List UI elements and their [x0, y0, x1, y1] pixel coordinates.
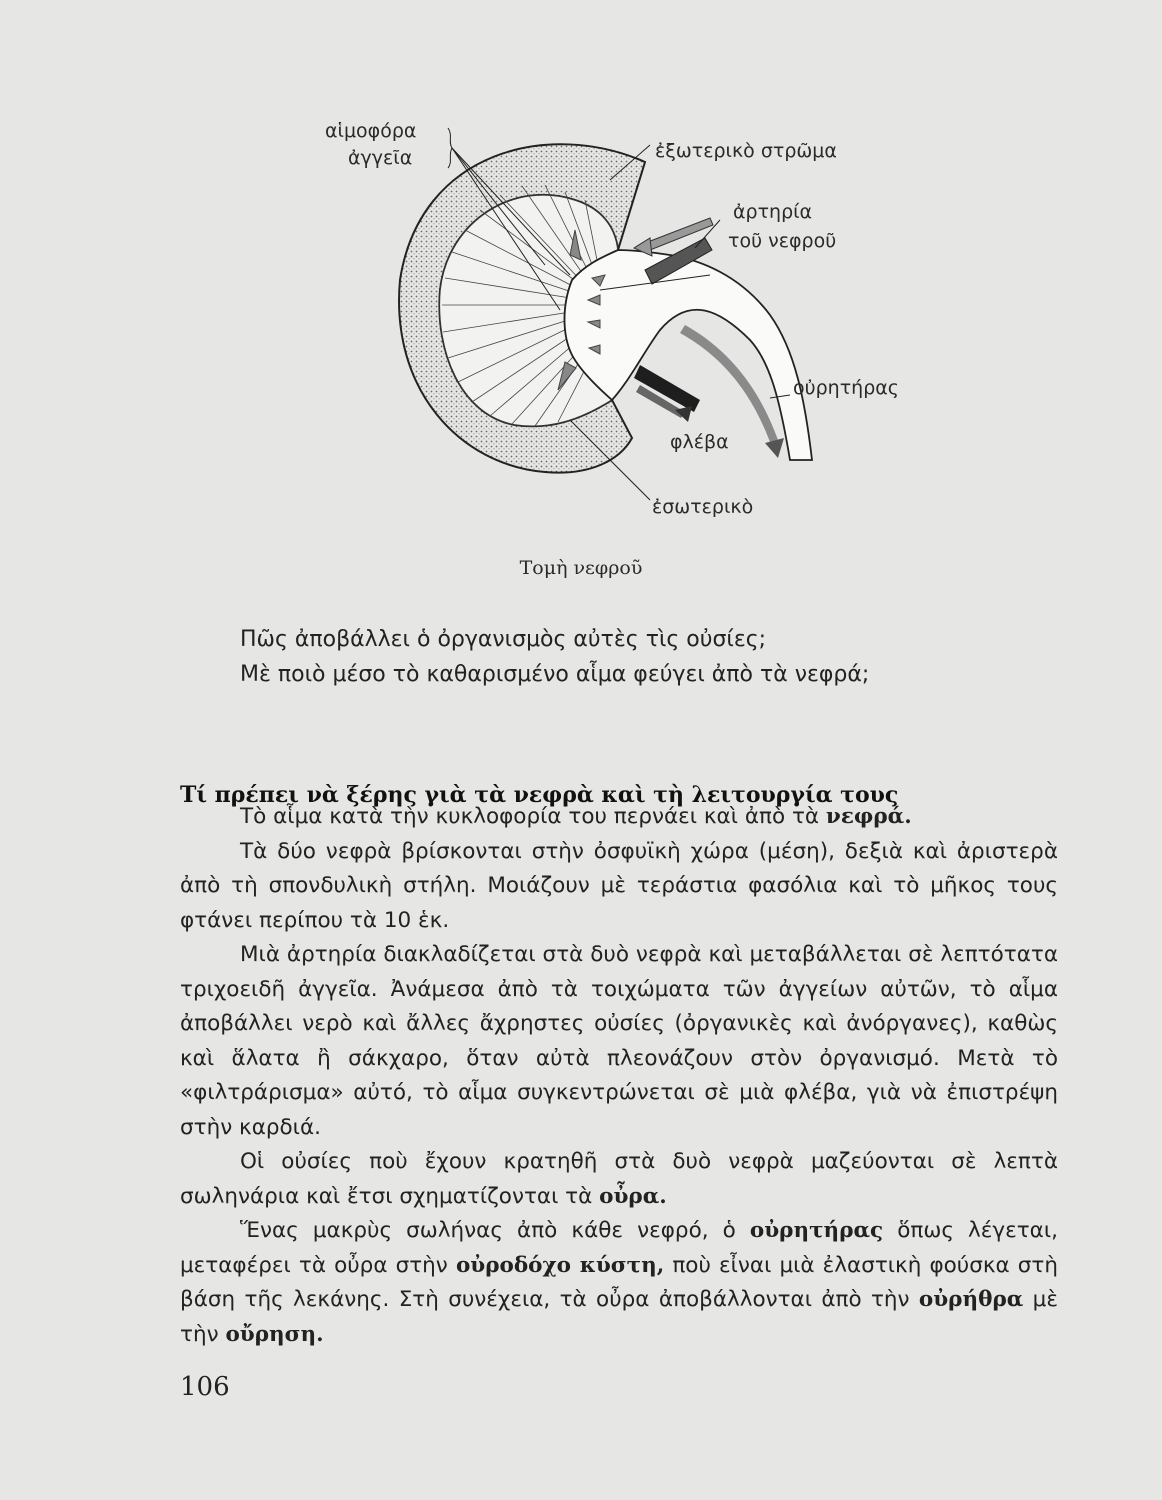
label-artery-2: τοῦ νεφροῦ	[728, 230, 837, 252]
paragraph-3: Μιὰ ἀρτηρία διακλαδίζεται στὰ δυὸ νεφρὰ καὶ μεταβάλλεται σὲ λεπτότατα τριχοειδῆ ἀγγεῖα. Ἀνάμεσα ἀπὸ τὰ τοιχώματα τῶν ἀγγείων αὐτῶν, τὸ αἷμα ἀποβάλλει νερὸ καὶ ἄλλες ἄχρηστες οὐσίες (ὀργανικὲς καὶ ἀνόργανες), καθὼς καὶ ἅλατα ἢ σάκχαρο, ὅταν αὐτὰ πλεονάζουν στὸν ὀργανισμό. Μετὰ τὸ «φιλτράρισμα» αὐτό, τὸ αἷμα συγκεντρώνεται σὲ μιὰ φλέβα, γιὰ νὰ ἐπιστρέψη στὴν καρδιά.	[180, 942, 1058, 1140]
section-heading: Τί πρέπει νὰ ξέρης γιὰ τὰ νεφρὰ καὶ τὴ λειτουργία τους	[180, 782, 899, 808]
figure-caption: Τομὴ νεφροῦ	[519, 557, 643, 579]
body-text	[180, 800, 1058, 1352]
bold-term: νεφρά.	[825, 804, 912, 829]
label-blood-vessels-1: αἱμοφόρα	[325, 120, 417, 142]
label-vein: φλέβα	[670, 431, 729, 453]
paragraph-1: Τὸ αἷμα κατὰ τὴν κυκλοφορία του περνάει καὶ ἀπὸ τὰ νεφρά.	[240, 804, 912, 829]
label-blood-vessels-2: ἀγγεῖα	[348, 147, 413, 169]
paragraph-5: Ἕνας μακρὺς σωλήνας ἀπὸ κάθε νεφρό, ὁ οὐρητήρας ὅπως λέγεται, μεταφέρει τὰ οὖρα στὴν οὐροδόχο κύστη, ποὺ εἶναι μιὰ ἐλαστικὴ φούσκα στὴ βάση τῆς λεκάνης. Στὴ συνέχεια, τὰ οὖρα ἀποβάλλονται ἀπὸ τὴν οὐρήθρα μὲ τὴν οὔρηση.	[180, 1218, 1058, 1347]
paragraph-2: Τὰ δύο νεφρὰ βρίσκονται στὴν ὀσφυϊκὴ χώρα (μέση), δεξιὰ καὶ ἀριστερὰ ἀπὸ τὴ σπονδυλικὴ στήλη. Μοιάζουν μὲ τεράστια φασόλια καὶ τὸ μῆκος τους φτάνει περίπου τὰ 10 ἑκ.	[180, 838, 1058, 933]
bold-term: οὐρήθρα	[918, 1287, 1024, 1312]
bold-term: οὔρηση.	[225, 1321, 324, 1347]
question-1: Πῶς ἀποβάλλει ὁ ὀργανισμὸς αὐτὲς τὶς οὐσίες;	[240, 627, 767, 652]
label-artery-1: ἀρτηρία	[733, 201, 813, 223]
question-2: Μὲ ποιὸ μέσο τὸ καθαρισμένο αἷμα φεύγει ἀπὸ τὰ νεφρά;	[240, 662, 870, 687]
bold-term: οὐρητήρας	[749, 1218, 884, 1243]
page-number: 106	[180, 1372, 230, 1402]
label-ureter: οὐρητήρας	[793, 377, 899, 399]
bold-term: οὐροδόχο κύστη,	[455, 1252, 665, 1278]
label-inner: ἐσωτερικὸ	[652, 496, 754, 518]
bold-term: οὖρα.	[599, 1183, 667, 1209]
label-outer-layer: ἐξωτερικὸ στρῶμα	[655, 140, 837, 162]
paragraph-4: Οἱ οὐσίες ποὺ ἔχουν κρατηθῆ στὰ δυὸ νεφρὰ μαζεύονται σὲ λεπτὰ σωληνάρια καὶ ἔτσι σχηματίζονται τὰ οὖρα.	[180, 1149, 1058, 1209]
